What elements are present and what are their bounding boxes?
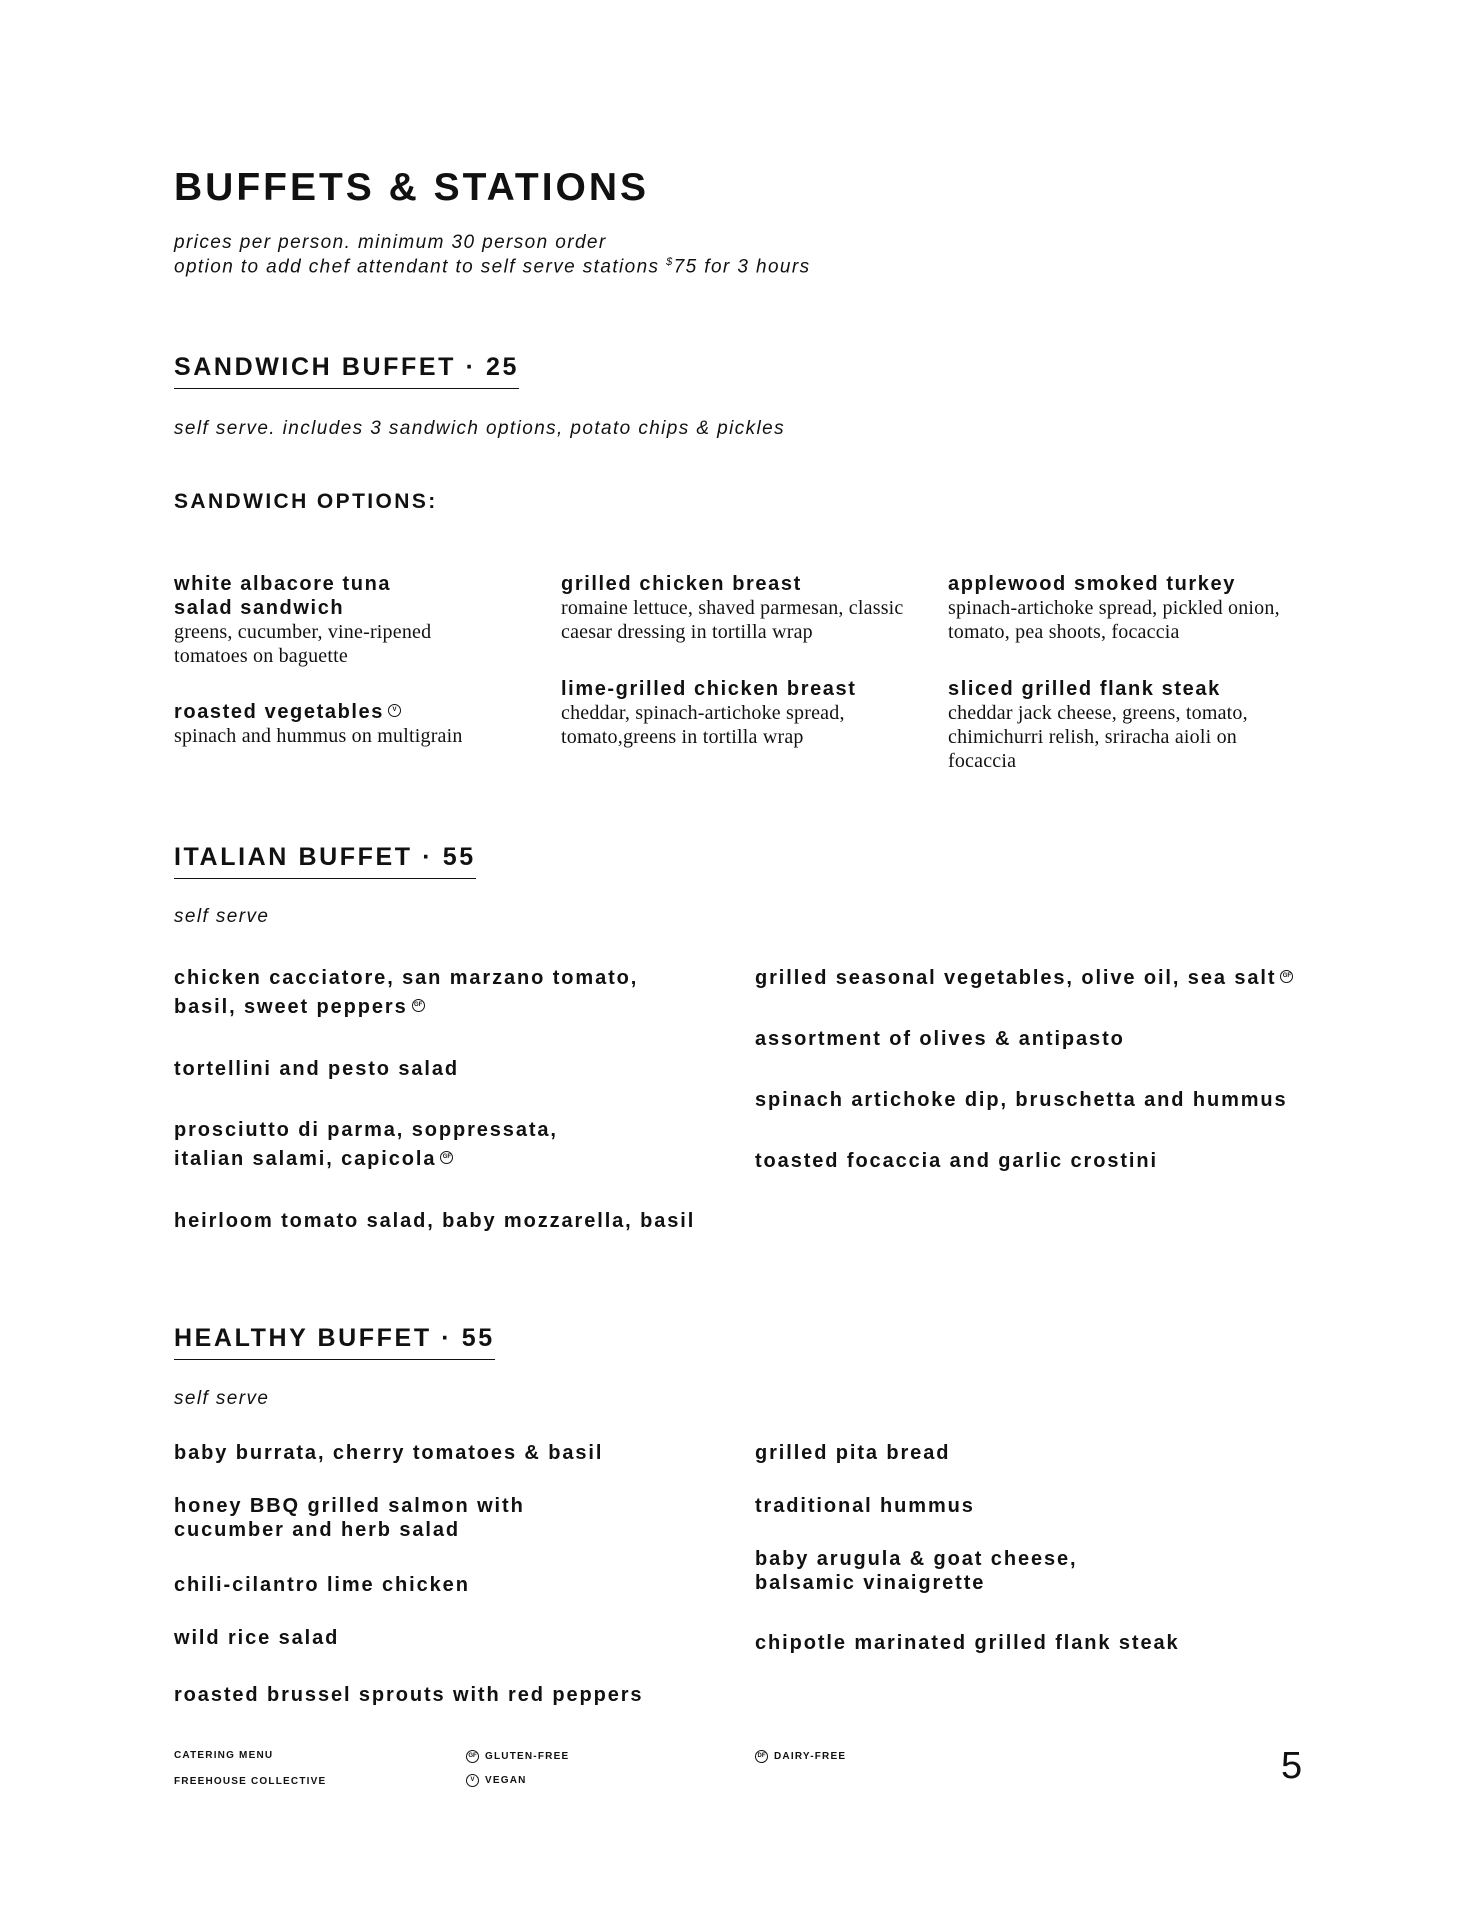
healthy-dish: roasted brussel sprouts with red peppers (174, 1684, 644, 1706)
sandwich-options-heading: SANDWICH OPTIONS: (174, 490, 438, 513)
healthy-dish: traditional hummus (755, 1495, 975, 1517)
sandwich-item-desc: greens, cucumber, vine-ripened tomatoes on baguette (174, 621, 432, 667)
healthy-dish (755, 1547, 1078, 1595)
healthy-dish: chipotle marinated grilled flank steak (755, 1632, 1180, 1654)
italian-dish (174, 1116, 558, 1174)
footer-brand: FREEHOUSE COLLECTIVE (174, 1776, 327, 1787)
currency-superscript: $ (666, 256, 674, 268)
legend-label: GLUTEN-FREE (485, 1751, 570, 1763)
sandwich-item (948, 572, 1328, 644)
sandwich-item-name: roasted vegetables (174, 701, 384, 723)
healthy-buffet-heading: HEALTHY BUFFET · 55 (174, 1323, 495, 1360)
italian-dish: assortment of olives & antipasto (755, 1028, 1125, 1050)
gluten-free-icon: GF (1280, 970, 1293, 983)
legend-vegan (466, 1774, 527, 1787)
legend-label: DAIRY-FREE (774, 1751, 847, 1763)
healthy-dish: baby burrata, cherry tomatoes & basil (174, 1442, 604, 1464)
sandwich-item-desc: cheddar jack cheese, greens, tomato, chimichurri relish, sriracha aioli on focaccia (948, 702, 1248, 772)
dish-line-text: grilled seasonal vegetables, olive oil, sea salt (755, 967, 1277, 989)
subtitle-text-end: 75 for 3 hours (673, 256, 811, 278)
sandwich-item (174, 700, 554, 748)
sandwich-item-name: white albacore tuna salad sandwich (174, 573, 392, 619)
dish-line: baby arugula & goat cheese, (755, 1548, 1078, 1570)
healthy-dish: grilled pita bread (755, 1442, 951, 1464)
sandwich-item-desc: spinach-artichoke spread, pickled onion, tomato, pea shoots, focaccia (948, 597, 1280, 643)
dish-line: prosciutto di parma, soppressata, (174, 1119, 558, 1141)
italian-dish (174, 1207, 695, 1236)
sandwich-item-desc: spinach and hummus on multigrain (174, 725, 463, 747)
gluten-free-icon: GF (440, 1151, 453, 1164)
italian-buffet-heading: ITALIAN BUFFET · 55 (174, 842, 476, 879)
page-number: 5 (1281, 1745, 1303, 1787)
gluten-free-icon: GF (412, 999, 425, 1012)
italian-dish (174, 964, 638, 1022)
dish-line: honey BBQ grilled salmon with (174, 1495, 525, 1517)
sandwich-item (561, 572, 941, 644)
healthy-dish: wild rice salad (174, 1627, 340, 1649)
sandwich-item-name: lime-grilled chicken breast (561, 678, 857, 700)
legend-label: VEGAN (485, 1775, 527, 1787)
italian-buffet-subtitle: self serve (174, 906, 270, 927)
vegan-icon: V (466, 1774, 479, 1787)
dish-line: heirloom tomato salad, baby mozzarella, basil (174, 1210, 696, 1232)
legend-gluten-free (466, 1750, 569, 1763)
dish-line-text: italian salami, capicola (174, 1148, 437, 1170)
dairy-free-icon: DF (755, 1750, 768, 1763)
gluten-free-icon: GF (466, 1750, 479, 1763)
italian-dish: spinach artichoke dip, bruschetta and hummus (755, 1089, 1288, 1111)
sandwich-item-name: grilled chicken breast (561, 573, 802, 595)
dish-line (174, 1145, 558, 1174)
dish-line: cucumber and herb salad (174, 1519, 460, 1541)
dish-line: chicken cacciatore, san marzano tomato, (174, 967, 639, 989)
dish-line (174, 993, 638, 1022)
footer-menu-label: CATERING MENU (174, 1750, 274, 1761)
dish-line: tortellini and pesto salad (174, 1058, 459, 1080)
page-title: BUFFETS & STATIONS (174, 166, 650, 209)
subtitle-text: option to add chef attendant to self serve stations (174, 256, 667, 278)
sandwich-buffet-subtitle: self serve. includes 3 sandwich options, potato chips & pickles (174, 418, 785, 439)
sandwich-item-desc: romaine lettuce, shaved parmesan, classic caesar dressing in tortilla wrap (561, 597, 904, 643)
sandwich-item (174, 572, 554, 668)
legend-dairy-free (755, 1750, 846, 1763)
sandwich-item-name: sliced grilled flank steak (948, 678, 1221, 700)
healthy-dish: chili-cilantro lime chicken (174, 1574, 470, 1596)
healthy-buffet-subtitle: self serve (174, 1388, 270, 1409)
healthy-dish (174, 1494, 525, 1542)
page-subtitle-line2 (174, 256, 811, 278)
sandwich-buffet-heading: SANDWICH BUFFET · 25 (174, 352, 519, 389)
dish-line: balsamic vinaigrette (755, 1572, 986, 1594)
italian-dish (174, 1055, 459, 1084)
sandwich-item-desc: cheddar, spinach-artichoke spread, tomato,greens in tortilla wrap (561, 702, 845, 748)
page-subtitle-line1: prices per person. minimum 30 person order (174, 232, 607, 253)
sandwich-item-name: applewood smoked turkey (948, 573, 1236, 595)
sandwich-item-name-row (174, 700, 554, 724)
italian-dish (755, 964, 1293, 993)
italian-dish: toasted focaccia and garlic crostini (755, 1150, 1158, 1172)
vegan-icon: V (388, 704, 401, 717)
dish-line-text: basil, sweet peppers (174, 996, 408, 1018)
sandwich-item (561, 677, 941, 749)
sandwich-item (948, 677, 1328, 773)
